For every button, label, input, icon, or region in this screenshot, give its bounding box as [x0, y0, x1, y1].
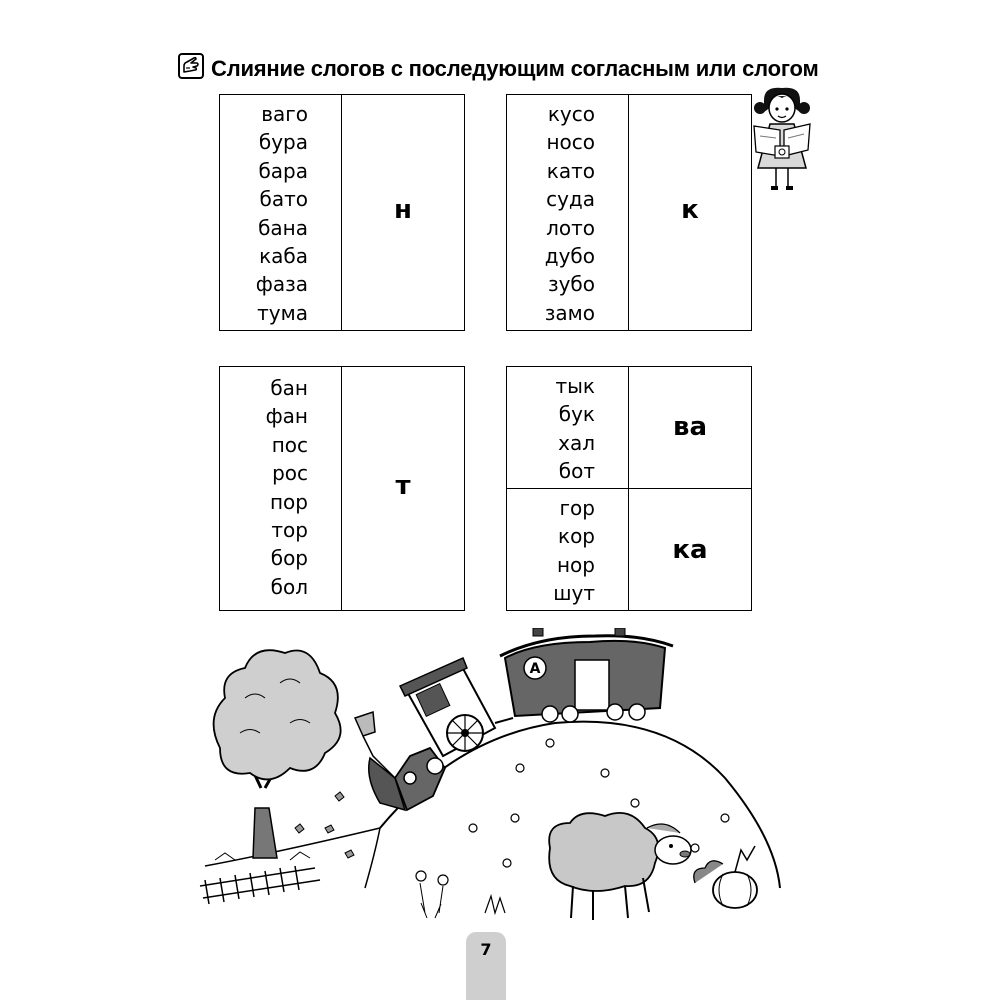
- rail-track: [200, 866, 320, 904]
- syllable: дубо: [544, 244, 595, 269]
- syllable: шут: [553, 581, 595, 606]
- syllable: тума: [257, 300, 308, 325]
- syllable: фаза: [255, 272, 308, 297]
- tree: [214, 650, 354, 860]
- syllable: бана: [258, 215, 308, 240]
- syllable-list: [507, 494, 595, 608]
- writing-hand-icon: [178, 53, 204, 79]
- syllable: пос: [271, 432, 308, 457]
- suffix-letter: т: [395, 471, 411, 501]
- syllable: кусо: [547, 102, 595, 126]
- locomotive: [355, 658, 495, 810]
- syllable-table-2: [506, 94, 752, 331]
- suffix-letter: н: [394, 195, 412, 225]
- syllable: зубо: [547, 272, 595, 297]
- syllable: носо: [546, 130, 595, 155]
- syllable-list: [220, 374, 308, 601]
- syllable: тык: [555, 374, 595, 398]
- syllable: гор: [559, 496, 595, 520]
- syllable: бан: [270, 376, 308, 400]
- syllable: суда: [546, 187, 595, 212]
- pumpkin: [694, 846, 757, 908]
- syllable: ваго: [261, 102, 308, 126]
- syllable: бот: [558, 459, 595, 484]
- syllable-table-1: [219, 94, 465, 331]
- sheep: [549, 813, 691, 920]
- syllable: бато: [259, 187, 308, 212]
- wagon-letter: А: [529, 661, 541, 677]
- syllable-table-4: [506, 366, 752, 611]
- train-on-hill-with-tree-and-sheep-illustration: [195, 628, 785, 928]
- suffix-letter: к: [681, 195, 699, 225]
- syllable: тор: [271, 518, 308, 543]
- syllable: като: [546, 158, 595, 183]
- syllable: замо: [544, 300, 595, 325]
- syllable: кор: [557, 524, 595, 549]
- syllable: бара: [258, 158, 308, 183]
- syllable: рос: [272, 461, 308, 486]
- syllable: фан: [265, 404, 308, 429]
- syllable: бук: [558, 402, 595, 427]
- suffix-syllable: ка: [672, 535, 708, 565]
- reading-girl-illustration: [750, 86, 814, 196]
- syllable-list: [507, 372, 595, 486]
- syllable: бура: [258, 130, 308, 155]
- syllable-table-3: [219, 366, 465, 611]
- syllable: лото: [546, 215, 595, 240]
- syllable: каба: [259, 244, 308, 269]
- syllable-list: [507, 100, 595, 327]
- syllable: нор: [556, 552, 595, 577]
- suffix-syllable: ва: [673, 412, 707, 442]
- wagon: [495, 628, 673, 723]
- syllable-list: [220, 100, 308, 327]
- syllable: бол: [270, 574, 308, 599]
- syllable: хал: [558, 430, 595, 455]
- page-title: Слияние слогов с последующим согласным или слогом: [211, 56, 819, 81]
- syllable: бор: [270, 546, 308, 571]
- page-number: 7: [480, 940, 492, 959]
- syllable: пор: [269, 489, 308, 514]
